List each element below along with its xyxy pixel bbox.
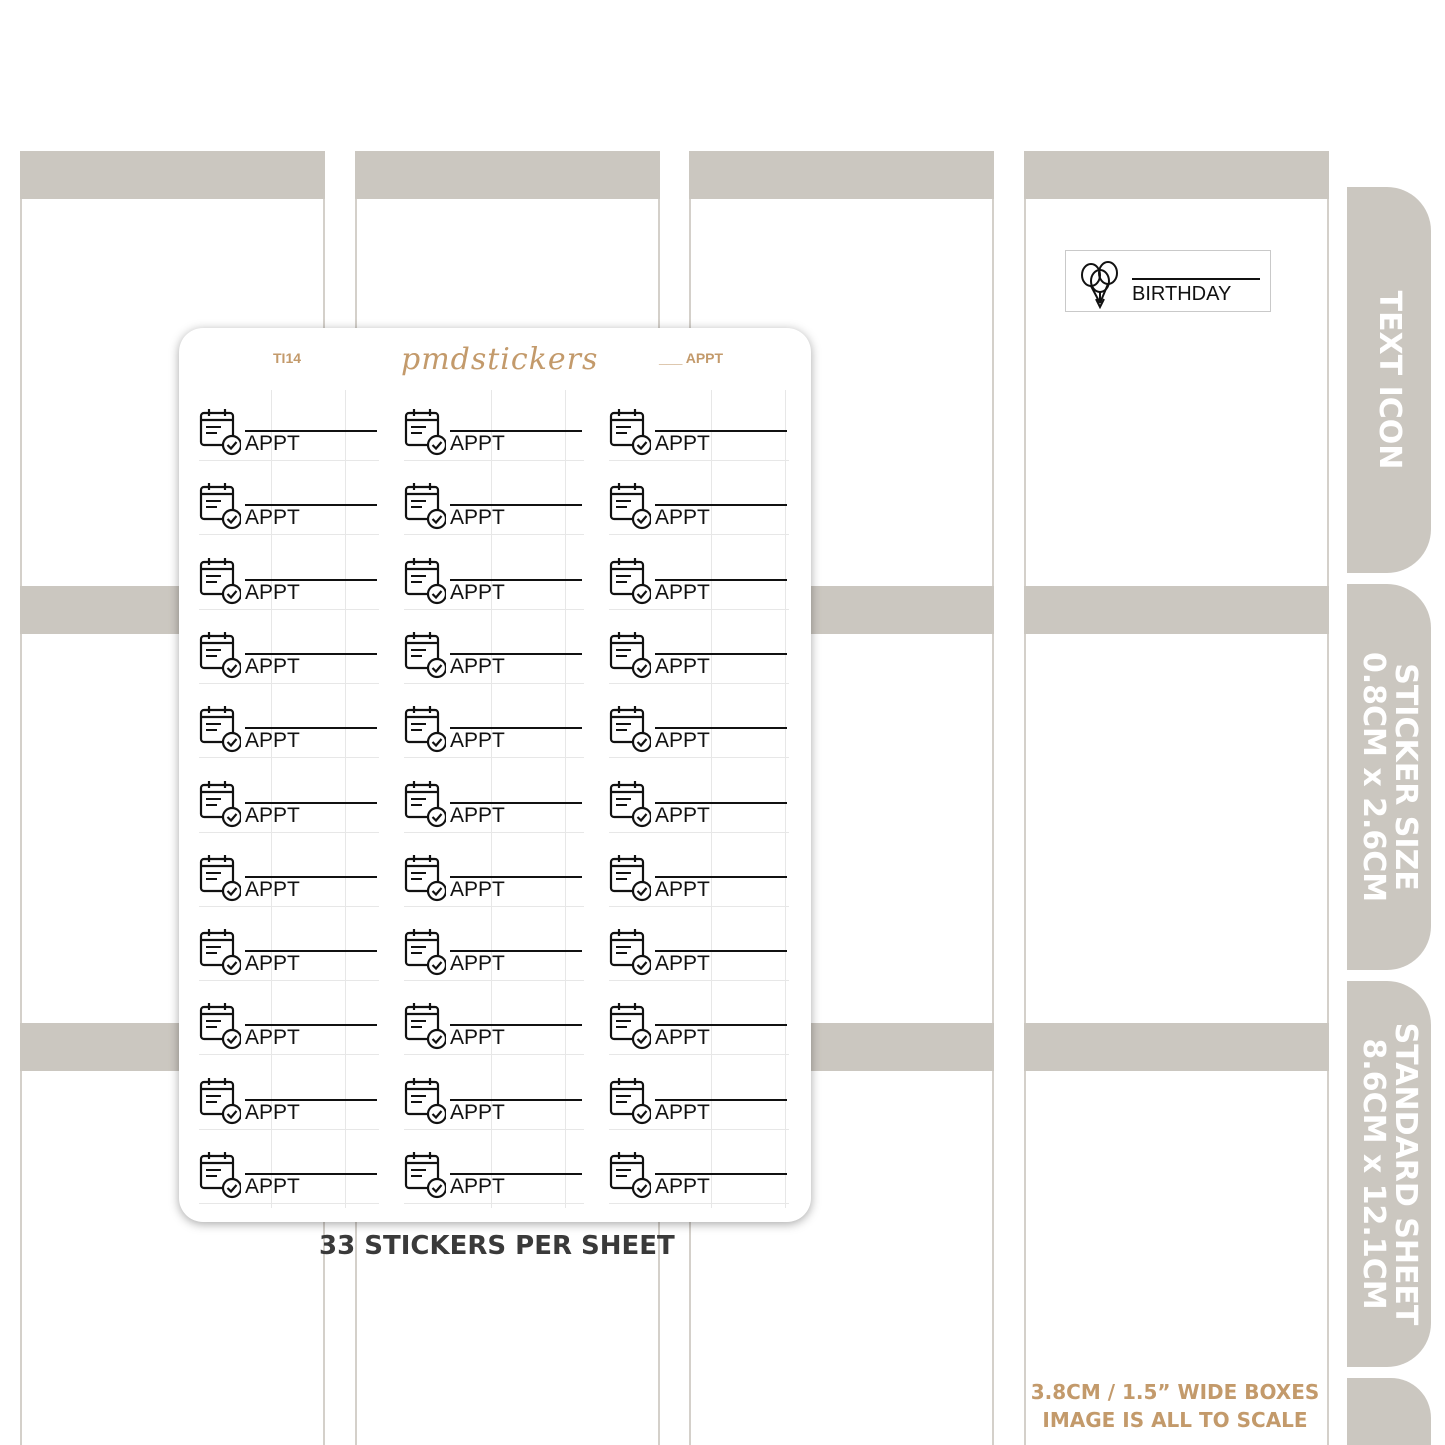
balloons-icon [1076,259,1126,309]
appt-sticker [609,557,789,611]
appt-sticker [404,408,584,462]
sticker-label: APPT [245,804,300,827]
calendar-check-icon [404,854,446,907]
sticker-label: APPT [655,952,710,975]
appt-sticker [404,780,584,834]
sticker-label: APPT [450,729,505,752]
appt-sticker [609,1077,789,1131]
sheet-name: ___ APPT [659,350,724,366]
sticker-label: APPT [655,655,710,678]
sticker-sheet [179,328,811,1222]
calendar-check-icon [199,631,241,684]
appt-sticker [609,408,789,462]
sticker-label: APPT [655,581,710,604]
calendar-check-icon [609,631,651,684]
sticker-label: APPT [655,506,710,529]
planner-header-band [689,151,994,199]
sample-sticker-line [1132,278,1260,280]
calendar-check-icon [199,557,241,610]
planner-header-band [20,151,325,199]
appt-sticker [404,1151,584,1205]
sticker-label: APPT [655,878,710,901]
calendar-check-icon [609,928,651,981]
calendar-check-icon [404,408,446,461]
calendar-check-icon [404,705,446,758]
calendar-check-icon [199,705,241,758]
appt-sticker [404,1077,584,1131]
calendar-check-icon [199,482,241,535]
appt-sticker [199,557,379,611]
sticker-label: APPT [245,581,300,604]
sample-sticker-label: BIRTHDAY [1132,283,1232,305]
appt-sticker [199,1077,379,1131]
appt-sticker [609,780,789,834]
calendar-check-icon [609,482,651,535]
appt-sticker [609,631,789,685]
calendar-check-icon [199,1077,241,1130]
tab-standard-sheet [1347,981,1431,1367]
appt-sticker [404,705,584,759]
appt-sticker [199,780,379,834]
calendar-check-icon [199,854,241,907]
calendar-check-icon [199,1002,241,1055]
calendar-check-icon [609,557,651,610]
sticker-label: APPT [450,952,505,975]
sticker-label: APPT [450,655,505,678]
calendar-check-icon [404,1002,446,1055]
appt-sticker [609,482,789,536]
sticker-label: APPT [245,432,300,455]
appt-sticker [609,705,789,759]
sticker-label: APPT [450,432,505,455]
calendar-check-icon [609,780,651,833]
appt-sticker [199,705,379,759]
appt-sticker [609,928,789,982]
tab-sticker-size [1347,584,1431,970]
calendar-check-icon [609,1151,651,1204]
appt-sticker [609,854,789,908]
calendar-check-icon [404,557,446,610]
sticker-label: APPT [450,878,505,901]
tab-sticker-size-label: STICKER SIZE 0.8CM x 2.6CM [1356,651,1423,903]
calendar-check-icon [199,928,241,981]
sticker-label: APPT [655,729,710,752]
tab-empty [1347,1378,1431,1445]
brand-logo: pmdstickers [401,342,599,377]
calendar-check-icon [609,408,651,461]
sticker-label: APPT [655,432,710,455]
sheet-code: TI14 [273,350,302,366]
planner-header-band [1024,151,1329,199]
calendar-check-icon [404,780,446,833]
appt-sticker [404,631,584,685]
appt-sticker [404,854,584,908]
appt-sticker [404,482,584,536]
appt-sticker [404,928,584,982]
planner-column-4 [1024,151,1329,1445]
sticker-label: APPT [245,506,300,529]
appt-sticker [199,928,379,982]
sticker-label: APPT [245,952,300,975]
sticker-label: APPT [245,729,300,752]
appt-sticker [609,1002,789,1056]
calendar-check-icon [404,928,446,981]
appt-sticker [199,854,379,908]
sample-sticker [1065,250,1271,312]
sticker-label: APPT [655,1026,710,1049]
footnote-line-1: 3.8CM / 1.5” WIDE BOXES [1030,1380,1320,1404]
appt-sticker [199,631,379,685]
calendar-check-icon [199,408,241,461]
appt-sticker [199,408,379,462]
stickers-per-sheet: 33 STICKERS PER SHEET [319,1231,675,1261]
sticker-label: APPT [450,804,505,827]
calendar-check-icon [404,1077,446,1130]
tab-text-icon [1347,187,1431,573]
tab-standard-sheet-label: STANDARD SHEET 8.6CM x 12.1CM [1356,1022,1423,1326]
calendar-check-icon [404,1151,446,1204]
sticker-label: APPT [450,581,505,604]
calendar-check-icon [609,1002,651,1055]
calendar-check-icon [609,705,651,758]
footnote-line-2: IMAGE IS ALL TO SCALE [1042,1408,1308,1432]
sticker-label: APPT [245,1101,300,1124]
sticker-label: APPT [245,1026,300,1049]
appt-sticker [199,1151,379,1205]
sticker-label: APPT [450,1175,505,1198]
sticker-label: APPT [245,655,300,678]
sticker-label: APPT [450,1026,505,1049]
planner-header-band [355,151,660,199]
tab-text-icon-label: TEXT ICON [1372,290,1407,470]
calendar-check-icon [609,854,651,907]
appt-sticker [199,482,379,536]
sticker-label: APPT [245,878,300,901]
planner-divider-band [1024,1023,1329,1071]
calendar-check-icon [404,482,446,535]
appt-sticker [404,557,584,611]
appt-sticker [199,1002,379,1056]
sticker-label: APPT [450,1101,505,1124]
sticker-label: APPT [655,804,710,827]
sticker-label: APPT [655,1175,710,1198]
sticker-label: APPT [245,1175,300,1198]
calendar-check-icon [404,631,446,684]
appt-sticker [609,1151,789,1205]
sticker-label: APPT [655,1101,710,1124]
calendar-check-icon [199,1151,241,1204]
appt-sticker [404,1002,584,1056]
planner-divider-band [1024,586,1329,634]
calendar-check-icon [609,1077,651,1130]
sticker-label: APPT [450,506,505,529]
calendar-check-icon [199,780,241,833]
